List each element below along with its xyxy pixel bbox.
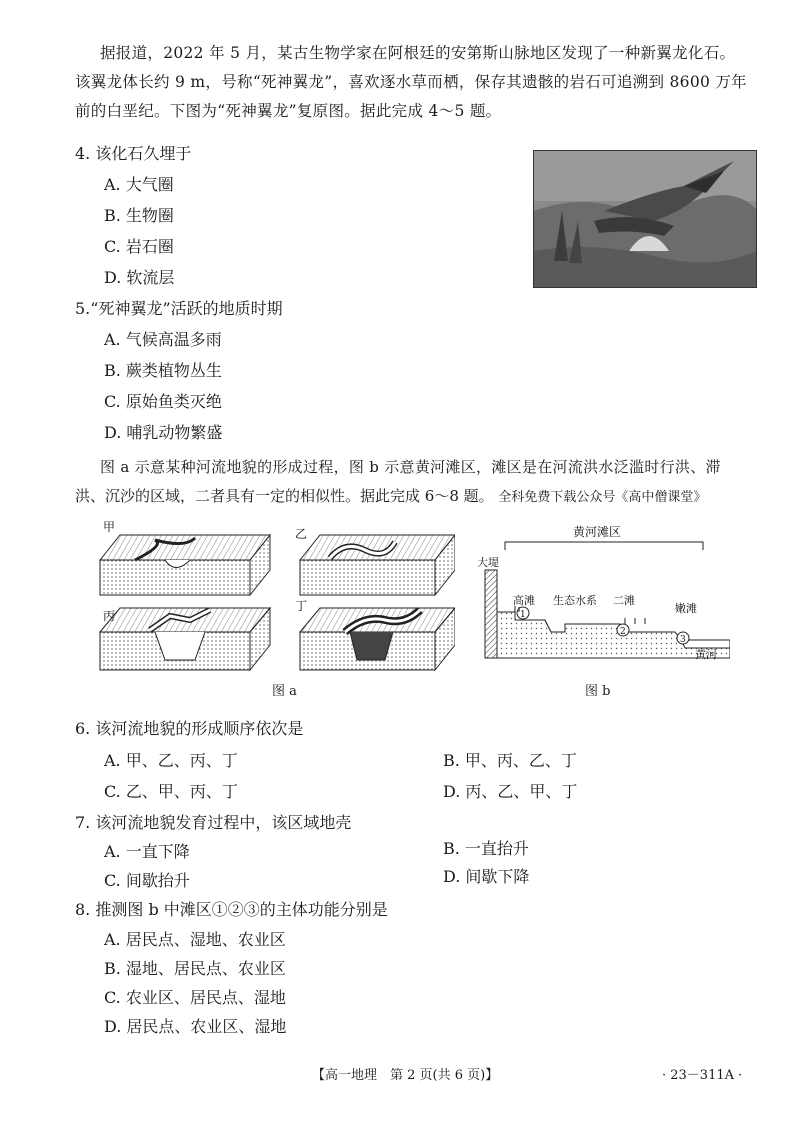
q4-stem: 4. 该化石久埋于 [75,144,192,163]
river-landform-diagram [95,520,455,680]
q6-option-a: A. 甲、乙、丙、丁 [104,751,238,770]
intro2-line1: 图 a 示意某种河流地貌的形成过程，图 b 示意黄河滩区，滩区是在河流洪水泛滥时行洪、滞 [100,458,721,476]
figure-a [95,520,455,680]
fig-b-marker-3: 3 [680,635,686,645]
q4-option-d: D. 软流层 [104,268,175,287]
q6-stem: 6. 该河流地貌的形成顺序依次是 [75,719,304,738]
intro1-line3: 前的白垩纪。下图为“死神翼龙”复原图。据此完成 4～5 题。 [75,102,502,120]
intro2-line2-row [75,485,706,509]
figure-b [475,522,730,670]
q8-stem: 8. 推测图 b 中滩区①②③的主体功能分别是 [75,900,388,919]
q7-option-b: B. 一直抬升 [443,839,529,858]
fig-b-high-label: 高滩 [513,594,535,607]
fig-a-label-jia: 甲 [103,520,116,534]
fig-b-marker-2: 2 [620,627,626,637]
fig-a-label-yi: 乙 [295,527,308,541]
q6-option-b: B. 甲、丙、乙、丁 [443,751,577,770]
q5-option-a: A. 气候高温多雨 [104,330,222,349]
q7-stem: 7. 该河流地貌发育过程中，该区域地壳 [75,813,352,832]
q5-option-d: D. 哺乳动物繁盛 [104,423,223,442]
q7-option-c: C. 间歇抬升 [104,871,190,890]
fig-b-tender-label: 嫩滩 [675,602,697,615]
q5-stem: 5.“死神翼龙”活跃的地质时期 [75,299,283,318]
intro2-line2: 洪、沉沙的区域，二者具有一定的相似性。据此完成 6～8 题。 [75,487,494,505]
fig-b-marker-1: 1 [520,610,526,620]
q6-option-d: D. 丙、乙、甲、丁 [443,782,578,801]
fig-b-title: 黄河滩区 [573,525,622,539]
block-jia [100,535,270,595]
q8-option-c: C. 农业区、居民点、湿地 [104,988,286,1007]
fig-b-dike-label: 大堤 [477,556,499,569]
pterosaur-reconstruction-image [533,150,757,288]
q6-option-c: C. 乙、甲、丙、丁 [104,782,238,801]
intro2-note: 全科免费下载公众号《高中僧课堂》 [498,490,707,505]
q8-option-d: D. 居民点、农业区、湿地 [104,1017,287,1036]
fig-b-second-label: 二滩 [613,594,635,607]
fig-b-eco-label: 生态水系 [553,594,597,607]
fig-a-label-ding: 丁 [295,599,308,613]
fig-a-label-bing: 丙 [103,609,116,623]
footer-code: · 23－311A · [662,1068,743,1083]
block-yi [300,535,455,595]
yellow-river-floodplain-diagram [475,522,730,670]
fig-b-river-label: 黄河 [695,648,717,661]
q8-option-a: A. 居民点、湿地、农业区 [104,930,286,949]
q7-option-a: A. 一直下降 [104,842,190,861]
intro1-line1: 据报道，2022 年 5 月，某古生物学家在阿根廷的安第斯山脉地区发现了一种新翼龙化石。 [100,44,736,62]
q5-option-c: C. 原始鱼类灭绝 [104,392,222,411]
figure-b-caption: 图 b [585,684,611,699]
pterosaur-illustration [534,151,756,287]
intro1-line2: 该翼龙体长约 9 m，号称“死神翼龙”，喜欢逐水草而栖，保存其遗骸的岩石可追溯到 8600 万年 [75,73,747,91]
footer-page-info: 【高一地理 第 2 页(共 6 页)】 [312,1068,499,1083]
block-bing [100,608,270,670]
figure-a-caption: 图 a [272,684,297,699]
block-ding [300,608,455,670]
q4-option-c: C. 岩石圈 [104,237,174,256]
q8-option-b: B. 湿地、居民点、农业区 [104,959,286,978]
dike-shape [485,570,497,658]
q4-option-a: A. 大气圈 [104,175,174,194]
q5-option-b: B. 蕨类植物丛生 [104,361,222,380]
q4-option-b: B. 生物圈 [104,206,174,225]
q7-option-d: D. 间歇下降 [443,867,530,886]
